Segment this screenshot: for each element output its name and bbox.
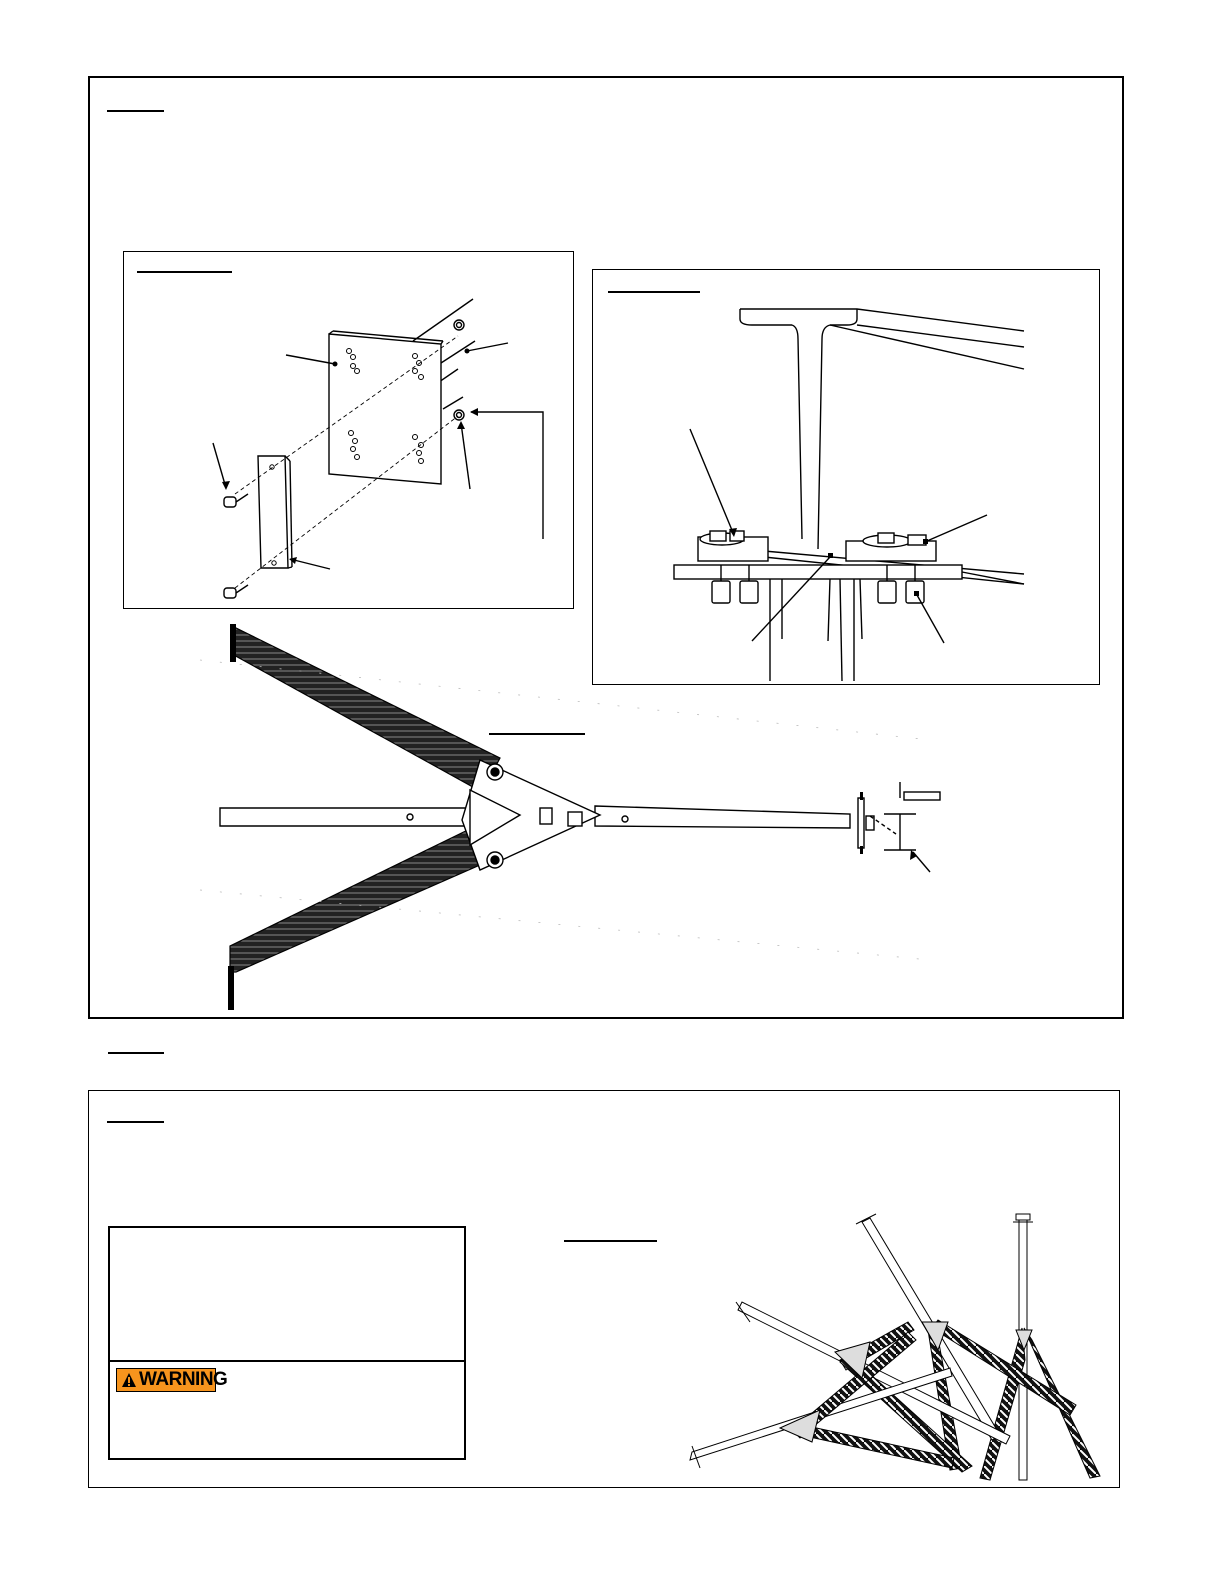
assembly-top-view-drawing: [200, 620, 960, 1015]
note-divider: [110, 1360, 464, 1362]
warning-badge: [116, 1368, 228, 1392]
note-box: [108, 1226, 466, 1460]
warning-label: WARNING: [139, 1369, 228, 1390]
step-heading-rule-1: [107, 110, 164, 112]
step-heading-rule-2: [108, 1052, 164, 1054]
overlay-caption-rule: [564, 1240, 657, 1242]
warning-triangle-icon: [121, 1372, 137, 1388]
step-heading-rule-3: [107, 1121, 164, 1123]
anchor-positions-drawing: [680, 1210, 1110, 1485]
plate-exploded-drawing: [123, 251, 574, 609]
